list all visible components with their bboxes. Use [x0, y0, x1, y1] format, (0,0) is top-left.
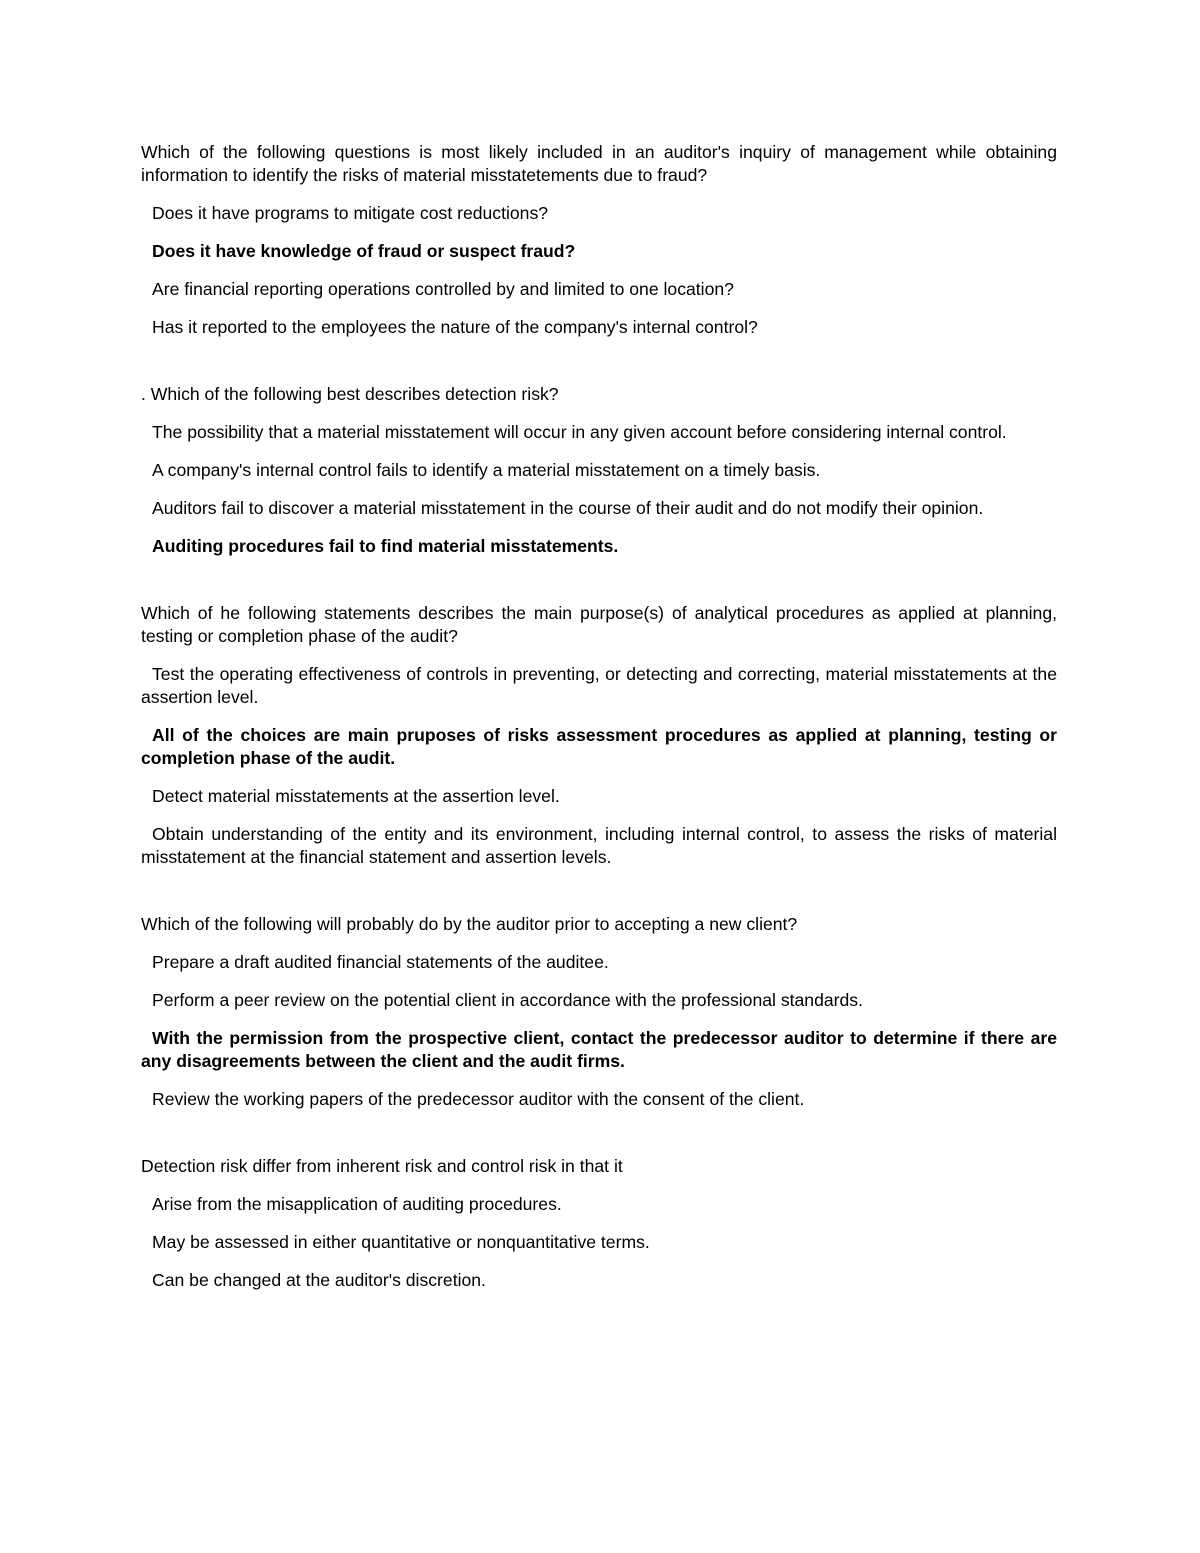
answer-option: Arise from the misapplication of auditing procedures. [152, 1194, 562, 1214]
answer-option-correct: Does it have knowledge of fraud or suspect fraud? [152, 241, 576, 261]
question-block [141, 383, 1057, 558]
answer-option: Are financial reporting operations controlled by and limited to one location? [152, 279, 734, 299]
answer-option: Review the working papers of the predecessor auditor with the consent of the client. [152, 1089, 805, 1109]
answer-option: Can be changed at the auditor's discretion. [152, 1270, 486, 1290]
answer-option: Has it reported to the employees the nature of the company's internal control? [152, 317, 758, 337]
answer-option: The possibility that a material misstatement will occur in any given account before considering internal control. [152, 422, 1007, 442]
question-stem: Which of the following will probably do by the auditor prior to accepting a new client? [141, 914, 798, 934]
question-stem: Which of the following questions is most likely included in an auditor's inquiry of management while obtaining information to identify the risks of material misstatetements due to fraud? [141, 142, 1057, 185]
question-stem: Which of he following statements describes the main purpose(s) of analytical procedures as applied at planning, testing or completion phase of the audit? [141, 603, 1057, 646]
question-block [141, 141, 1057, 339]
question-block [141, 602, 1057, 869]
question-block [141, 913, 1057, 1111]
answer-option: Prepare a draft audited financial statements of the auditee. [152, 952, 609, 972]
question-block [141, 1155, 1057, 1292]
answer-option-correct: With the permission from the prospective client, contact the predecessor auditor to determine if there are any disagreements between the client and the audit firms. [141, 1028, 1057, 1071]
document-body [141, 141, 1057, 1292]
answer-option: Detect material misstatements at the assertion level. [152, 786, 560, 806]
answer-option: A company's internal control fails to identify a material misstatement on a timely basis. [152, 460, 821, 480]
answer-option-correct: Auditing procedures fail to find material misstatements. [152, 536, 619, 556]
question-stem: Detection risk differ from inherent risk and control risk in that it [141, 1156, 623, 1176]
question-stem: . Which of the following best describes detection risk? [141, 384, 559, 404]
answer-option: Obtain understanding of the entity and its environment, including internal control, to assess the risks of material misstatement at the financial statement and assertion levels. [141, 824, 1057, 867]
answer-option: Auditors fail to discover a material misstatement in the course of their audit and do not modify their opinion. [152, 498, 984, 518]
answer-option: Perform a peer review on the potential client in accordance with the professional standards. [152, 990, 863, 1010]
answer-option: Test the operating effectiveness of controls in preventing, or detecting and correcting, material misstatements at the assertion level. [141, 664, 1057, 707]
answer-option: May be assessed in either quantitative or nonquantitative terms. [152, 1232, 650, 1252]
answer-option-correct: All of the choices are main pruposes of risks assessment procedures as applied at planning, testing or completion phase of the audit. [141, 725, 1057, 768]
answer-option: Does it have programs to mitigate cost reductions? [152, 203, 549, 223]
